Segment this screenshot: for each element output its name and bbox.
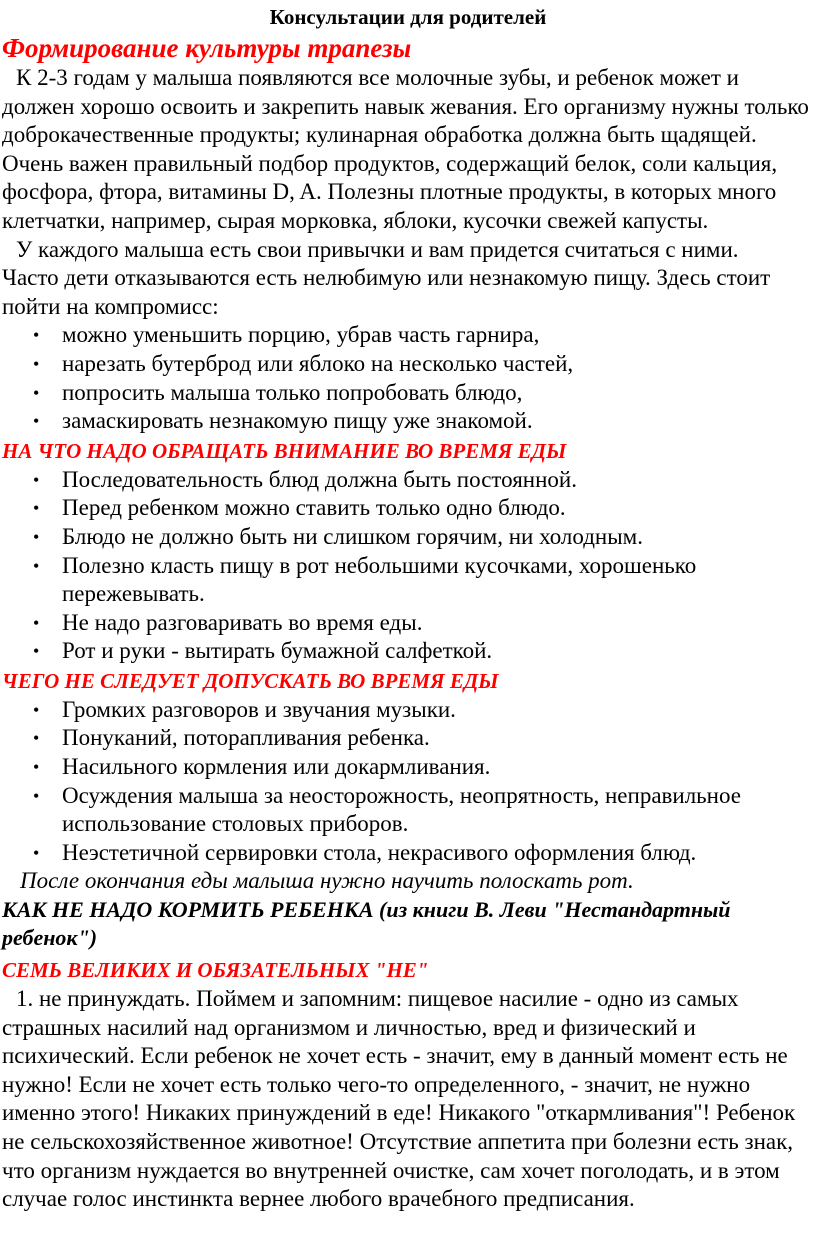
seven-rules-heading: СЕМЬ ВЕЛИКИХ И ОБЯЗАТЕЛЬНЫХ "НЕ" [2, 958, 429, 983]
list-item: • Понуканий, поторапливания ребенка. [2, 724, 814, 753]
book-heading: КАК НЕ НАДО КОРМИТЬ РЕБЕНКА (из книги В. Леви "Нестандартный ребенок") [2, 897, 731, 951]
list-item: • замаскировать незнакомую пищу уже знакомой. [2, 407, 814, 436]
intro-paragraph-1: К 2-3 годам у малыша появляются все молочные зубы, и ребенок может и должен хорошо освоить и закрепить навык жевания. Его организму нужны только доброкачественные продукты; кулинарная обработка должна быть щадящей. Очень важен правильный подбор продуктов, содержащий белок, соли кальция, фосфора, фтора, витамины D, A. Полезны плотные продукты, в которых много клетчатки, например, сырая морковка, яблоки, кусочки свежей капусты. [2, 65, 809, 233]
compromise-list [2, 321, 814, 435]
list-item: • Последовательность блюд должна быть постоянной. [2, 466, 814, 495]
list-item: • Рот и руки - вытирать бумажной салфеткой. [2, 637, 814, 666]
document-title: Консультации для родителей [269, 5, 547, 29]
list-item: • Не надо разговаривать во время еды. [2, 609, 814, 638]
list-item: • Полезно класть пищу в рот небольшими кусочками, хорошенько пережевывать. [2, 552, 814, 609]
after-meal-note: После окончания еды малыша нужно научить полоскать рот. [20, 868, 634, 894]
avoid-heading: ЧЕГО НЕ СЛЕДУЕТ ДОПУСКАТЬ ВО ВРЕМЯ ЕДЫ [2, 668, 499, 693]
list-item: • Громких разговоров и звучания музыки. [2, 696, 814, 725]
attention-list [2, 466, 814, 666]
list-item: • Насильного кормления или докармливания. [2, 753, 814, 782]
list-item: • можно уменьшить порцию, убрав часть гарнира, [2, 321, 814, 350]
avoid-list [2, 696, 814, 868]
intro-paragraph-2: У каждого малыша есть свои привычки и вам придется считаться с ними. [16, 236, 739, 262]
main-heading: Формирование культуры трапезы [2, 33, 412, 63]
list-item: • Блюдо не должно быть ни слишком горячим, ни холодным. [2, 523, 814, 552]
list-item: • Осуждения малыша за неосторожность, неопрятность, неправильное использование столовых приборов. [2, 782, 814, 839]
list-item: • попросить малыша только попробовать блюдо, [2, 379, 814, 408]
list-item: • Неэстетичной сервировки стола, некрасивого оформления блюд. [2, 839, 814, 868]
list-item: • нарезать бутерброд или яблоко на несколько частей, [2, 350, 814, 379]
rule-one-paragraph: 1. не принуждать. Поймем и запомним: пищевое насилие - одно из самых страшных насилий над организмом и личностью, вред и физический и психический. Если ребенок не хочет есть - значит, ему в данный момент есть не нужно! Если не хочет есть только чего-то определенного, - значит, не нужно именно этого! Никаких принуждений в еде! Никакого "откармливания"! Ребенок не сельскохозяйственное животное! Отсутствие аппетита при болезни есть знак, что организм нуждается во внутренней очистке, сам хочет поголодать, и в этом случае голос инстинкта вернее любого врачебного предписания. [2, 986, 796, 1212]
compromise-intro: Часто дети отказываются есть нелюбимую или незнакомую пищу. Здесь стоит пойти на компромисс: [2, 265, 771, 319]
attention-heading: НА ЧТО НАДО ОБРАЩАТЬ ВНИМАНИЕ ВО ВРЕМЯ ЕДЫ [2, 438, 567, 463]
list-item: • Перед ребенком можно ставить только одно блюдо. [2, 494, 814, 523]
